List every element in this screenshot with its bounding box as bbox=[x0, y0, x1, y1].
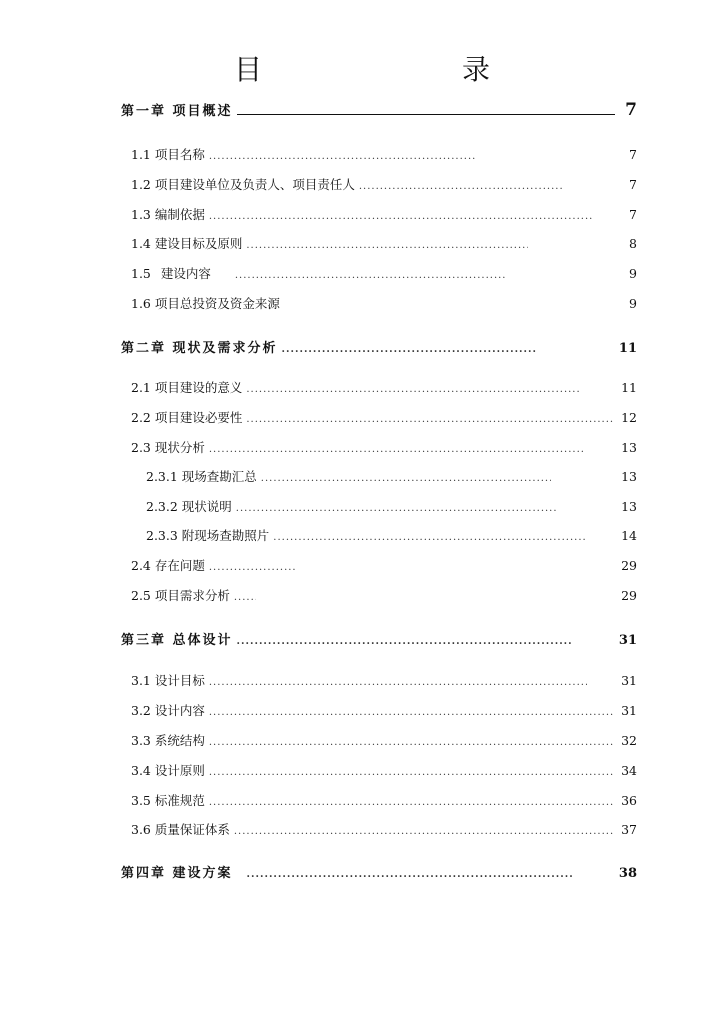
toc-label: 3.2 设计内容 bbox=[131, 703, 205, 718]
toc-label: 2.1 项目建设的意义 bbox=[131, 380, 243, 395]
toc-page-number: 9 bbox=[629, 266, 637, 281]
toc-entry[interactable] bbox=[131, 438, 637, 456]
toc-label: 2.3.2 现状说明 bbox=[146, 499, 232, 514]
toc-leader bbox=[273, 532, 585, 543]
toc-entry[interactable] bbox=[131, 205, 637, 223]
toc-label: 第四章 建设方案 bbox=[121, 866, 233, 881]
toc-entry[interactable] bbox=[131, 556, 637, 574]
toc-leader bbox=[234, 826, 615, 837]
toc-leader bbox=[261, 473, 551, 484]
toc-leader bbox=[209, 797, 615, 808]
toc-entry[interactable] bbox=[131, 820, 637, 838]
toc-entry[interactable] bbox=[131, 731, 637, 749]
toc-label: 1.4 建设目标及原则 bbox=[131, 236, 243, 251]
toc-label: 3.3 系统结构 bbox=[131, 733, 205, 748]
toc-label: 1.1 项目名称 bbox=[131, 147, 205, 162]
toc-page-number: 13 bbox=[621, 440, 637, 455]
toc-page-number: 8 bbox=[629, 236, 637, 251]
toc-leader bbox=[209, 151, 477, 162]
toc-page-number: 38 bbox=[618, 866, 637, 881]
toc-label: 2.3.1 现场查勘汇总 bbox=[146, 469, 257, 484]
toc-entry[interactable] bbox=[131, 378, 637, 396]
toc-chapter-4[interactable] bbox=[121, 862, 637, 881]
toc-entry[interactable] bbox=[131, 586, 637, 604]
page-title: 目 录 bbox=[233, 53, 538, 86]
toc-entry[interactable] bbox=[131, 701, 637, 719]
toc-label: 3.5 标准规范 bbox=[131, 793, 205, 808]
toc-leader bbox=[209, 444, 585, 455]
toc-page-number: 11 bbox=[618, 341, 637, 356]
toc-entry[interactable] bbox=[131, 145, 637, 163]
toc-leader bbox=[209, 707, 615, 718]
toc-leader bbox=[359, 181, 564, 192]
toc-leader bbox=[237, 636, 572, 647]
toc-leader bbox=[236, 503, 556, 514]
toc-label: 1.2 项目建设单位及负责人、项目责任人 bbox=[131, 177, 355, 192]
toc-label: 2.3.3 附现场查勘照片 bbox=[146, 528, 270, 543]
toc-page-number: 31 bbox=[618, 633, 637, 648]
toc-page-number: 29 bbox=[621, 558, 637, 573]
toc-page-number: 13 bbox=[621, 499, 637, 514]
toc-label: 2.2 项目建设必要性 bbox=[131, 410, 243, 425]
toc-label: 1.6 项目总投资及资金来源 bbox=[131, 296, 280, 311]
toc-page-number: 32 bbox=[621, 733, 637, 748]
toc-entry[interactable] bbox=[146, 497, 637, 515]
toc-page-number: 7 bbox=[629, 207, 637, 222]
toc-entry[interactable] bbox=[146, 467, 637, 485]
toc-leader bbox=[234, 592, 256, 603]
toc-page-number: 7 bbox=[629, 177, 637, 192]
toc-page-number: 31 bbox=[621, 703, 637, 718]
toc-entry[interactable] bbox=[131, 234, 637, 252]
toc-leader bbox=[237, 102, 615, 115]
toc-label: 2.5 项目需求分析 bbox=[131, 588, 230, 603]
toc-leader bbox=[282, 344, 537, 355]
toc-chapter-2[interactable] bbox=[121, 337, 637, 356]
toc-label: 2.4 存在问题 bbox=[131, 558, 205, 573]
toc-page-number: 7 bbox=[629, 147, 637, 162]
toc-entry[interactable] bbox=[146, 526, 637, 544]
toc-leader bbox=[209, 767, 615, 778]
toc-entry[interactable] bbox=[131, 408, 637, 426]
toc-page-number: 37 bbox=[621, 822, 637, 837]
toc-entry[interactable] bbox=[131, 175, 637, 193]
toc-page-number: 7 bbox=[625, 100, 637, 120]
toc-leader bbox=[235, 270, 507, 281]
toc-page-number: 29 bbox=[621, 588, 637, 603]
toc-label: 第一章 项目概述 bbox=[121, 104, 233, 119]
toc-label: 2.3 现状分析 bbox=[131, 440, 205, 455]
toc-label: 3.6 质量保证体系 bbox=[131, 822, 230, 837]
toc-chapter-3[interactable] bbox=[121, 629, 637, 648]
toc-page-number: 11 bbox=[621, 380, 637, 395]
toc-leader bbox=[209, 737, 615, 748]
toc-page-number: 31 bbox=[621, 673, 637, 688]
toc-page-number: 14 bbox=[621, 528, 637, 543]
toc-leader bbox=[209, 562, 297, 573]
toc-label: 第三章 总体设计 bbox=[121, 633, 233, 648]
toc-leader bbox=[246, 240, 528, 251]
toc-leader bbox=[246, 414, 615, 425]
toc-entry[interactable] bbox=[131, 791, 637, 809]
toc-page-number: 12 bbox=[621, 410, 637, 425]
toc-label: 1.3 编制依据 bbox=[131, 207, 205, 222]
toc-entry[interactable] bbox=[131, 264, 637, 282]
toc-page-number: 34 bbox=[621, 763, 637, 778]
toc-label: 3.4 设计原则 bbox=[131, 763, 205, 778]
toc-page-number: 36 bbox=[621, 793, 637, 808]
toc-chapter-1[interactable] bbox=[121, 100, 637, 120]
toc-label: 1.5 建设内容 bbox=[131, 266, 211, 281]
toc-page-number: 13 bbox=[621, 469, 637, 484]
toc-label: 3.1 设计目标 bbox=[131, 673, 205, 688]
toc-entry[interactable] bbox=[131, 761, 637, 779]
toc-label: 第二章 现状及需求分析 bbox=[121, 341, 278, 356]
toc-page-number: 9 bbox=[629, 296, 637, 311]
toc-leader bbox=[247, 869, 572, 880]
toc-entry[interactable] bbox=[131, 294, 637, 312]
toc-leader bbox=[246, 384, 581, 395]
toc-leader bbox=[209, 211, 594, 222]
toc-leader bbox=[209, 677, 587, 688]
toc-entry[interactable] bbox=[131, 671, 637, 689]
